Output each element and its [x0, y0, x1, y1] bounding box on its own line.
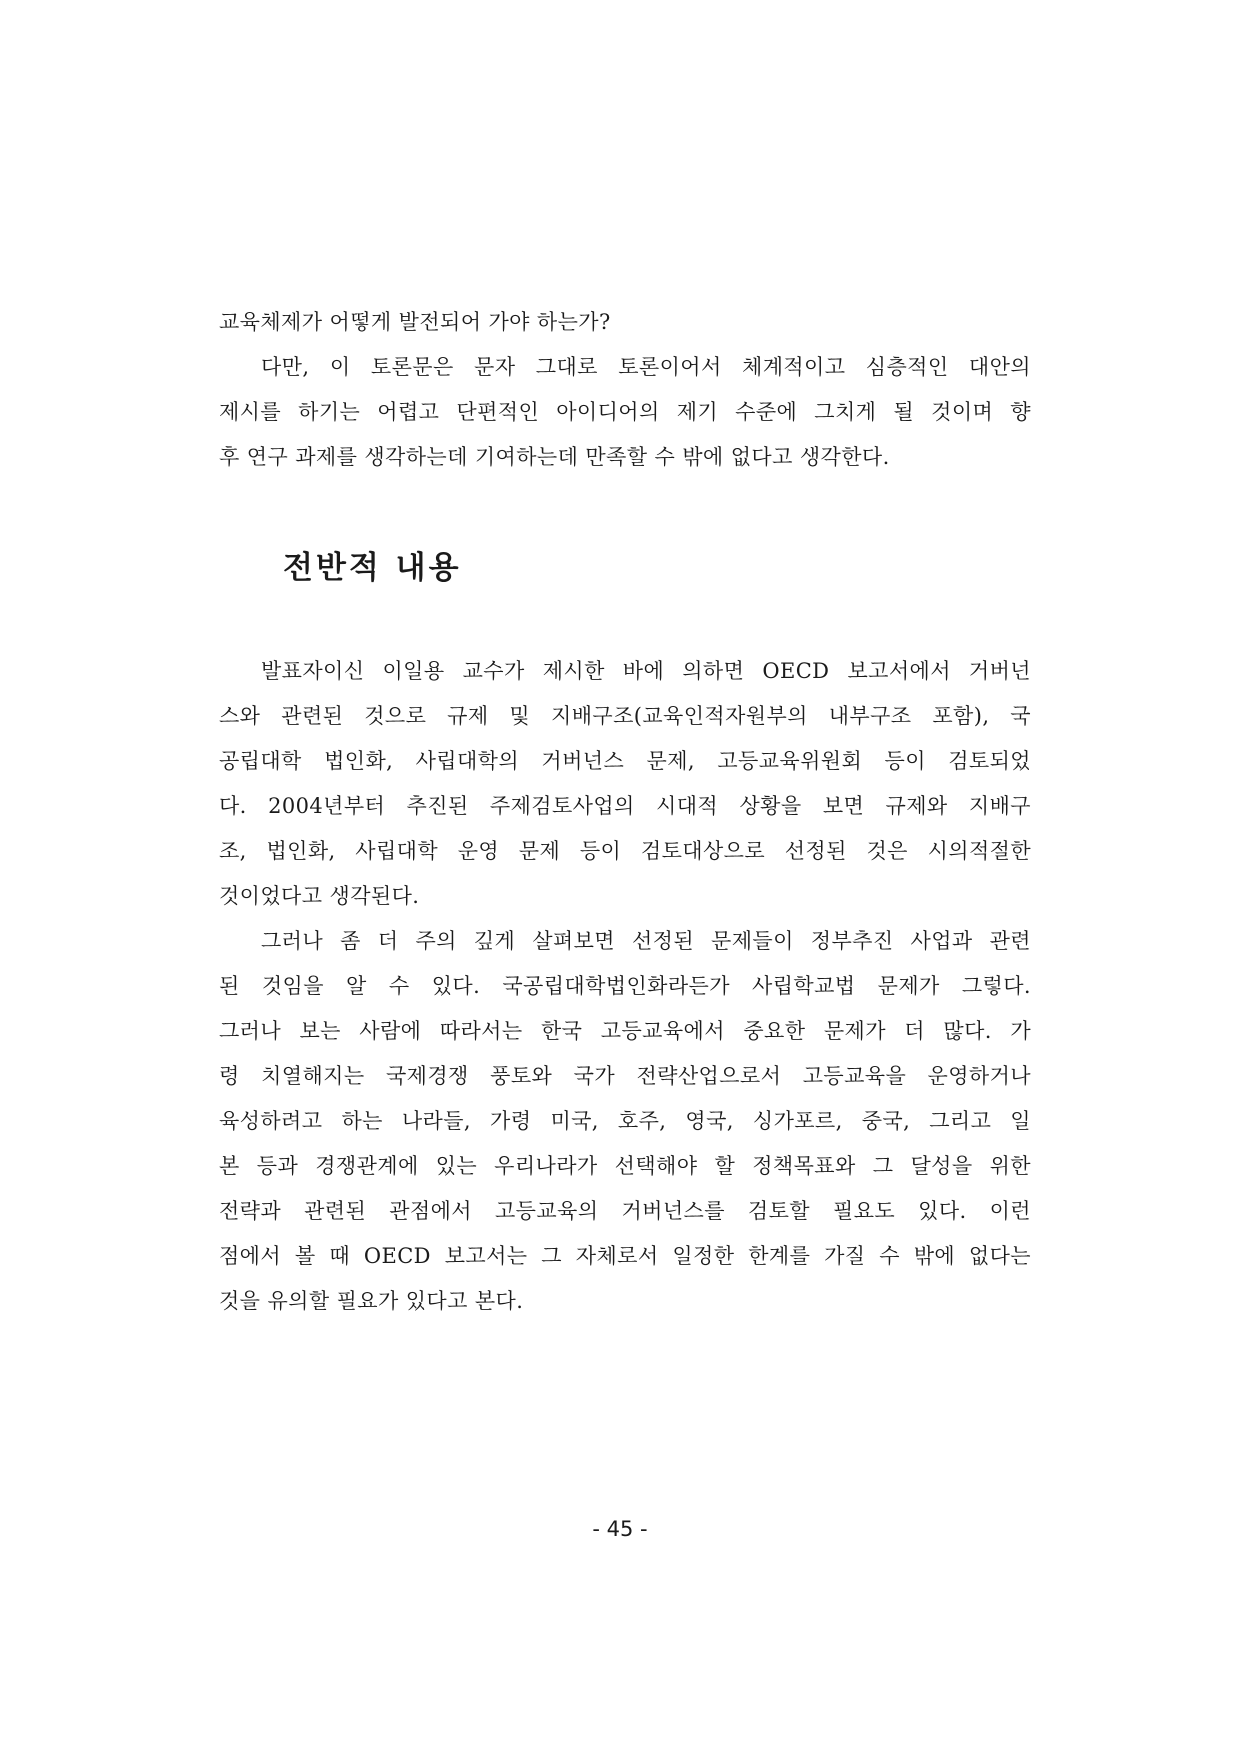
paragraph2-line-9: 것을 유의할 필요가 있다고 본다.: [219, 1289, 524, 1313]
paragraph1-line-3: 공립대학 법인화, 사립대학의 거버넌스 문제, 고등교육위원회 등이 검토되었: [219, 749, 1031, 773]
section-heading: 전반적 내용: [283, 550, 462, 586]
paragraph2-line-1: 그러나 좀 더 주의 깊게 살펴보면 선정된 문제들이 정부추진 사업과 관련: [261, 929, 1031, 953]
intro-line-4: 후 연구 과제를 생각하는데 기여하는데 만족할 수 밖에 없다고 생각한다.: [219, 445, 890, 469]
paragraph2-line-5: 육성하려고 하는 나라들, 가령 미국, 호주, 영국, 싱가포르, 중국, 그리고 일: [219, 1109, 1031, 1133]
paragraph2-line-3: 그러나 보는 사람에 따라서는 한국 고등교육에서 중요한 문제가 더 많다. 가: [219, 1019, 1031, 1043]
intro-line-2: 다만, 이 토론문은 문자 그대로 토론이어서 체계적이고 심층적인 대안의: [261, 355, 1031, 379]
paragraph1-line-2: 스와 관련된 것으로 규제 및 지배구조(교육인적자원부의 내부구조 포함), 국: [219, 704, 1031, 728]
paragraph1-line-6: 것이었다고 생각된다.: [219, 884, 420, 908]
intro-line-3: 제시를 하기는 어렵고 단편적인 아이디어의 제기 수준에 그치게 될 것이며 향: [219, 400, 1031, 424]
paragraph1-line-5: 조, 법인화, 사립대학 운영 문제 등이 검토대상으로 선정된 것은 시의적절한: [219, 839, 1031, 863]
intro-line-1: 교육체제가 어떻게 발전되어 가야 하는가?: [219, 310, 611, 334]
paragraph1-line-1: 발표자이신 이일용 교수가 제시한 바에 의하면 OECD 보고서에서 거버넌: [261, 659, 1031, 683]
paragraph2-line-4: 령 치열해지는 국제경쟁 풍토와 국가 전략산업으로서 고등교육을 운영하거나: [219, 1064, 1031, 1088]
paragraph2-line-8: 점에서 볼 때 OECD 보고서는 그 자체로서 일정한 한계를 가질 수 밖에 없다는: [219, 1244, 1031, 1268]
paragraph2-line-6: 본 등과 경쟁관계에 있는 우리나라가 선택해야 할 정책목표와 그 달성을 위한: [219, 1154, 1031, 1178]
paragraph2-line-7: 전략과 관련된 관점에서 고등교육의 거버넌스를 검토할 필요도 있다. 이런: [219, 1199, 1031, 1223]
page-number: - 45 -: [592, 1517, 648, 1541]
paragraph2-line-2: 된 것임을 알 수 있다. 국공립대학법인화라든가 사립학교법 문제가 그렇다.: [219, 974, 1031, 998]
paragraph1-line-4: 다. 2004년부터 추진된 주제검토사업의 시대적 상황을 보면 규제와 지배구: [219, 794, 1031, 818]
